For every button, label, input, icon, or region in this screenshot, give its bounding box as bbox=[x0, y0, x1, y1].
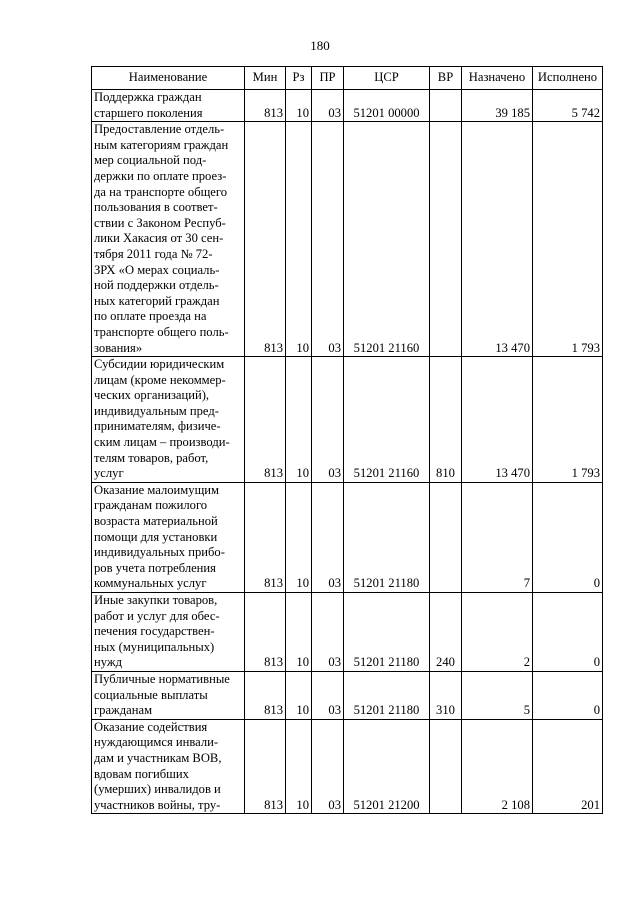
row-executed: 1 793 bbox=[533, 122, 603, 357]
row-assigned: 39 185 bbox=[462, 90, 533, 122]
table-row bbox=[92, 357, 603, 483]
row-pr: 03 bbox=[312, 593, 344, 672]
row-assigned: 7 bbox=[462, 482, 533, 592]
row-name: Поддержка граждан старшего поколения bbox=[92, 90, 245, 122]
row-executed: 0 bbox=[533, 671, 603, 719]
row-name: Иные закупки товаров, работ и услуг для обес- печения государствен- ных (муниципальных) нужд bbox=[92, 593, 245, 672]
row-pr: 03 bbox=[312, 671, 344, 719]
row-pr: 03 bbox=[312, 90, 344, 122]
row-pr: 03 bbox=[312, 122, 344, 357]
table-row bbox=[92, 593, 603, 672]
header-executed: Исполнено bbox=[533, 67, 603, 90]
row-executed: 0 bbox=[533, 593, 603, 672]
row-vr bbox=[430, 90, 462, 122]
row-rz: 10 bbox=[286, 482, 312, 592]
table-row bbox=[92, 671, 603, 719]
row-csr: 51201 21160 bbox=[344, 357, 430, 483]
page-number: 180 bbox=[310, 38, 330, 53]
row-min: 813 bbox=[245, 719, 286, 814]
table-row bbox=[92, 719, 603, 814]
row-pr: 03 bbox=[312, 482, 344, 592]
row-csr: 51201 00000 bbox=[344, 90, 430, 122]
row-executed: 1 793 bbox=[533, 357, 603, 483]
row-csr: 51201 21180 bbox=[344, 671, 430, 719]
row-min: 813 bbox=[245, 90, 286, 122]
row-vr: 310 bbox=[430, 671, 462, 719]
row-vr: 810 bbox=[430, 357, 462, 483]
table-row bbox=[92, 482, 603, 592]
row-csr: 51201 21160 bbox=[344, 122, 430, 357]
row-rz: 10 bbox=[286, 357, 312, 483]
header-min: Мин bbox=[245, 67, 286, 90]
header-pr: ПР bbox=[312, 67, 344, 90]
row-rz: 10 bbox=[286, 593, 312, 672]
row-vr: 240 bbox=[430, 593, 462, 672]
row-min: 813 bbox=[245, 357, 286, 483]
row-csr: 51201 21180 bbox=[344, 593, 430, 672]
row-name: Оказание малоимущим гражданам пожилого возраста материальной помощи для установки индивидуальных прибо- ров учета потребления коммунальных услуг bbox=[92, 482, 245, 592]
row-rz: 10 bbox=[286, 122, 312, 357]
header-vr: ВР bbox=[430, 67, 462, 90]
row-name: Субсидии юридическим лицам (кроме некоммер- ческих организаций), индивидуальным пред- принимателям, физиче- ским лицам – производи- телям товаров, работ, услуг bbox=[92, 357, 245, 483]
row-executed: 201 bbox=[533, 719, 603, 814]
row-csr: 51201 21200 bbox=[344, 719, 430, 814]
row-rz: 10 bbox=[286, 671, 312, 719]
row-vr bbox=[430, 122, 462, 357]
row-name: Публичные нормативные социальные выплаты гражданам bbox=[92, 671, 245, 719]
row-pr: 03 bbox=[312, 357, 344, 483]
row-assigned: 5 bbox=[462, 671, 533, 719]
row-executed: 0 bbox=[533, 482, 603, 592]
table-row bbox=[92, 122, 603, 357]
row-min: 813 bbox=[245, 671, 286, 719]
header-rz: Рз bbox=[286, 67, 312, 90]
row-vr bbox=[430, 482, 462, 592]
row-csr: 51201 21180 bbox=[344, 482, 430, 592]
row-min: 813 bbox=[245, 482, 286, 592]
table-row bbox=[92, 90, 603, 122]
row-vr bbox=[430, 719, 462, 814]
row-min: 813 bbox=[245, 122, 286, 357]
row-rz: 10 bbox=[286, 90, 312, 122]
row-name: Оказание содействия нуждающимся инвали- дам и участникам ВОВ, вдовам погибших (умерших) инвалидов и участников войны, тру- bbox=[92, 719, 245, 814]
header-csr: ЦСР bbox=[344, 67, 430, 90]
row-assigned: 13 470 bbox=[462, 357, 533, 483]
header-assigned: Назначено bbox=[462, 67, 533, 90]
row-rz: 10 bbox=[286, 719, 312, 814]
row-assigned: 2 bbox=[462, 593, 533, 672]
row-assigned: 13 470 bbox=[462, 122, 533, 357]
budget-table bbox=[91, 66, 603, 814]
row-assigned: 2 108 bbox=[462, 719, 533, 814]
row-name: Предоставление отдель- ным категориям граждан мер социальной под- держки по оплате проез- да на транспорте общего пользования в соответ- ствии с Законом Респуб- лики Хакасия от 30 сен- тября 2011 года № 72- ЗРХ «О мерах социаль- ной поддержки отдель- ных категорий граждан по оплате проезда на транспорте общего поль- зования» bbox=[92, 122, 245, 357]
header-name: Наименование bbox=[92, 67, 245, 90]
row-pr: 03 bbox=[312, 719, 344, 814]
table-header-row bbox=[92, 67, 603, 90]
row-min: 813 bbox=[245, 593, 286, 672]
row-executed: 5 742 bbox=[533, 90, 603, 122]
